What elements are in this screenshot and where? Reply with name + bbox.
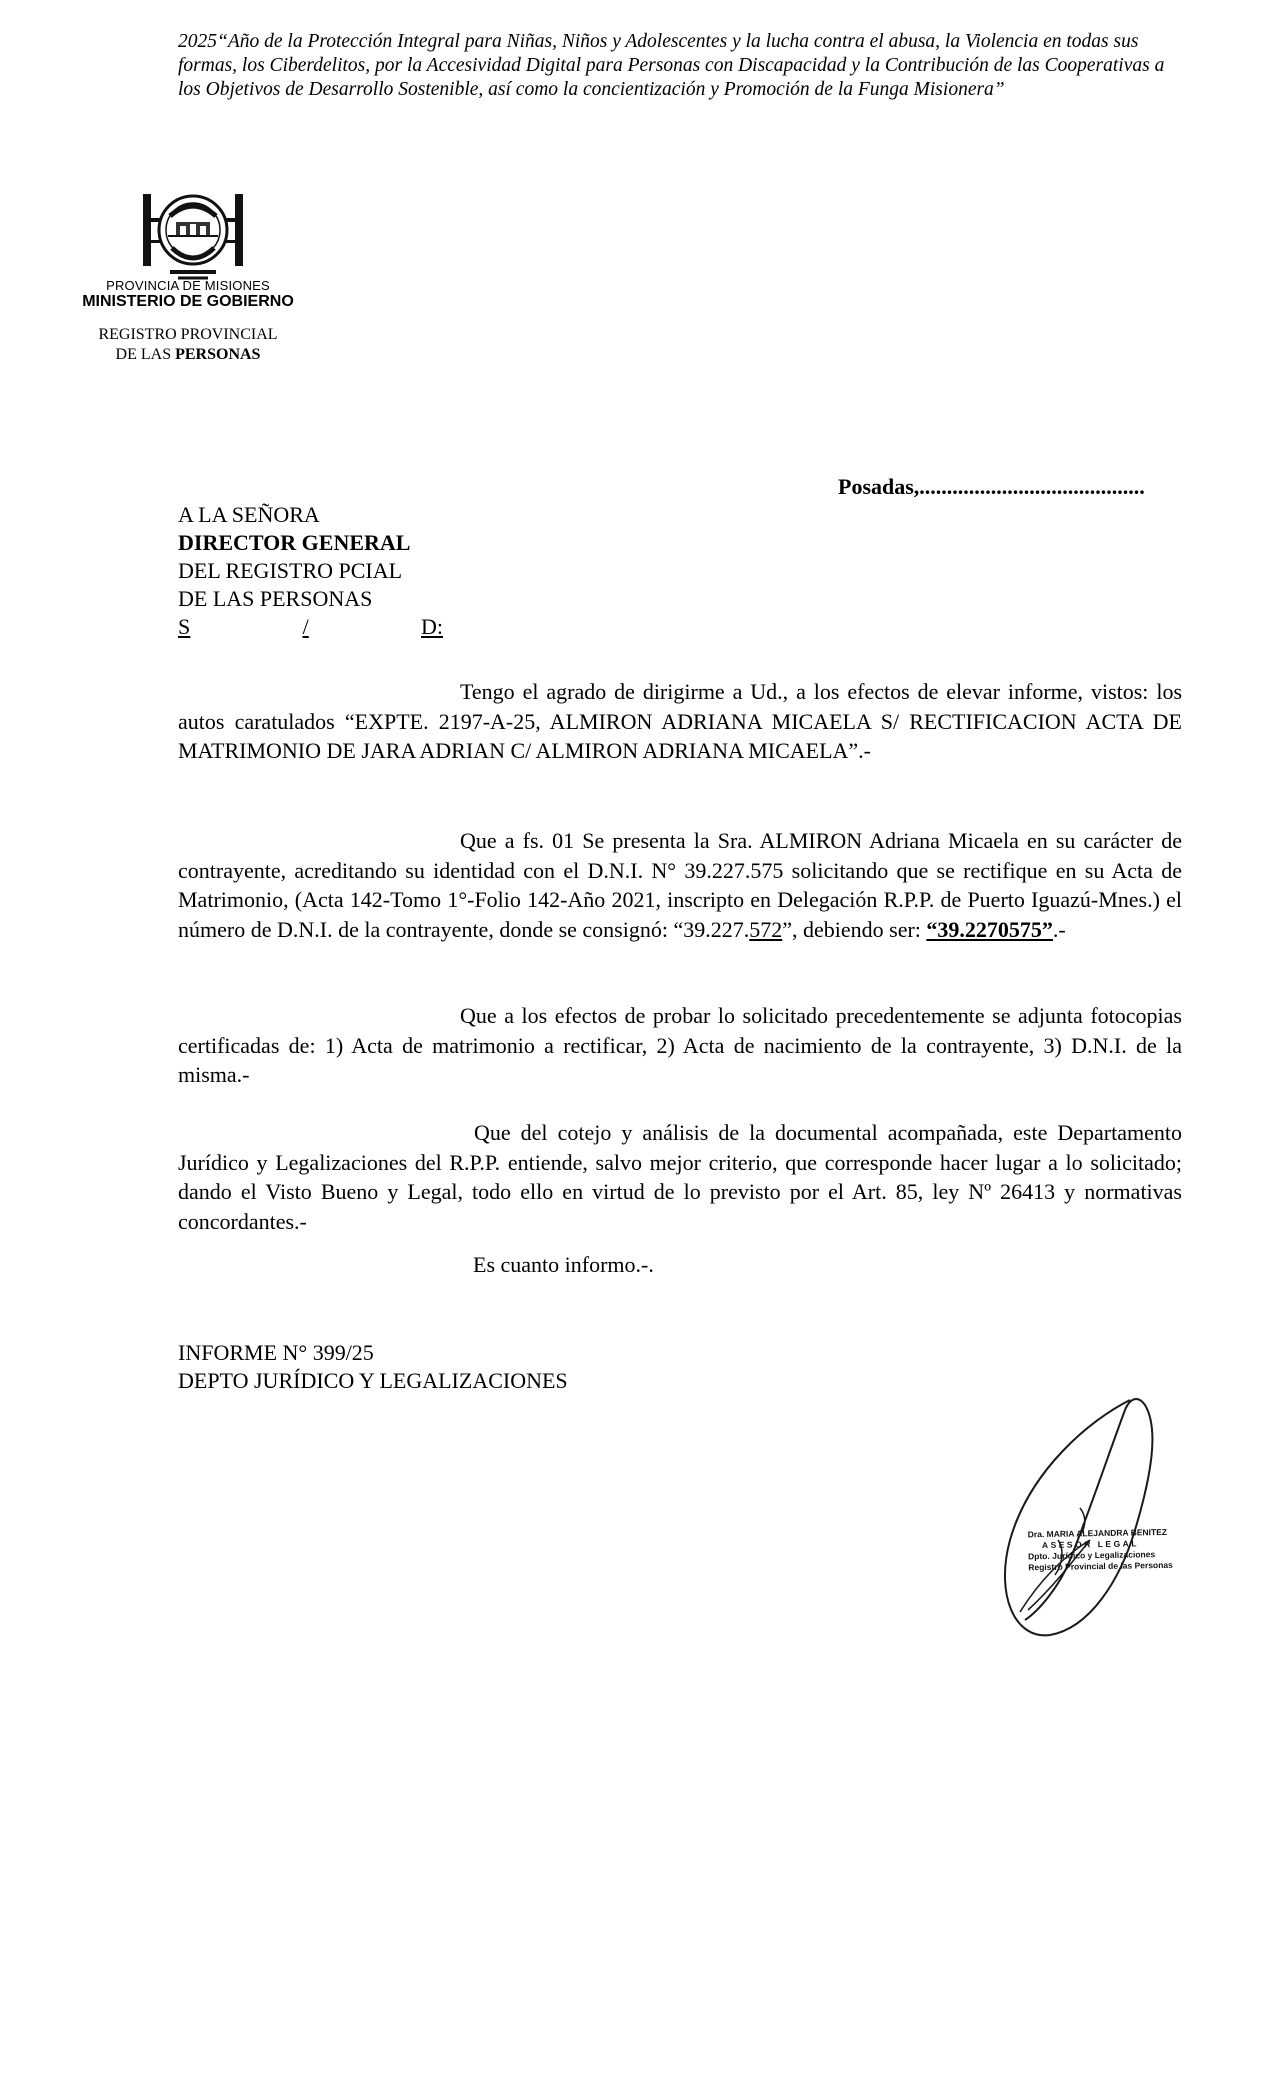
paragraph-4 (178, 1118, 1182, 1236)
stamp-line-2: ASESOR LEGAL (1041, 1538, 1140, 1551)
sd-d: D: (421, 614, 443, 639)
paragraph-4-text: Que del cotejo y análisis de la documental acompañada, este Departamento Jurídico y Legalizaciones del R.P.P. entiende, salvo mejor criterio, que corresponde hacer lugar a lo solicitado; dando el Visto Bueno y Legal, todo ello en virtud de lo previsto por el Art. 85, ley Nº 26413 y normativas concordantes.- (178, 1120, 1182, 1234)
province-name: PROVINCIA DE MISIONES (106, 278, 270, 293)
stamp-line-1: Dra. MARIA ALEJANDRA BENITEZ (1027, 1526, 1168, 1540)
header-motto (178, 30, 1178, 102)
paragraph-1 (178, 677, 1182, 766)
paragraph-3 (178, 1001, 1182, 1090)
paragraph-2-text-b: ”, debiendo ser: (782, 916, 927, 942)
addressee-title: DIRECTOR GENERAL (178, 530, 411, 555)
paragraph-1-text: Tengo el agrado de dirigirme a Ud., a los efectos de elevar informe, vistos: los autos caratulados “EXPTE. 2197-A-25, ALMIRON ADRIANA MICAELA S/ RECTIFICACION ACTA DE MATRIMONIO DE JARA ADRIAN C/ ALMIRON ADRIANA MICAELA”.- (178, 679, 1182, 763)
ministry-block (75, 278, 301, 311)
addressee-line-1: A LA SEÑORA (178, 502, 320, 527)
registry-line-1: REGISTRO PROVINCIAL (98, 326, 278, 343)
report-department: DEPTO JURÍDICO Y LEGALIZACIONES (178, 1368, 568, 1393)
place-date: Posadas,......................................... (838, 474, 1145, 499)
paragraph-2-text-a: Que a fs. 01 Se presenta la Sra. ALMIRON Adriana Micaela en su carácter de contrayente, acreditando su identidad con el D.N.I. N° 39.227.575 solicitando que se rectifique en su Acta de Matrimonio, (Acta 142-Tomo 1°-Folio 142-Año 2021, inscripto en Delegación R.P.P. de Puerto Iguazú-Mnes.) el número de D.N.I. de la contrayente, donde se consignó: “39.227. (178, 828, 1182, 942)
addressee-line-4: DE LAS PERSONAS (178, 586, 373, 611)
paragraph-2-correct-number: “39.2270575” (926, 916, 1053, 942)
registry-line-2 (75, 345, 301, 365)
signature-stamp (1028, 1527, 1181, 1574)
provincial-seal-logo (140, 188, 246, 284)
addressee-block (178, 501, 443, 641)
ministry-name: MINISTERIO DE GOBIERNO (82, 293, 294, 310)
sd-s: S (178, 614, 191, 639)
stamp-line-3: Dpto. Jurídico y Legalizaciones (1028, 1549, 1156, 1562)
registry-line-2-prefix: DE LAS (115, 346, 176, 363)
closing-line: Es cuanto informo.-. (473, 1252, 654, 1277)
report-number: INFORME N° 399/25 (178, 1340, 374, 1365)
addressee-line-3: DEL REGISTRO PCIAL (178, 558, 403, 583)
stamp-line-4: Registro Provincial de las Personas (1028, 1559, 1173, 1573)
registry-name (75, 325, 301, 365)
sd-slash: / (302, 614, 309, 639)
paragraph-2 (178, 826, 1182, 944)
report-block (178, 1339, 568, 1395)
header-motto-text: 2025“Año de la Protección Integral para Niñas, Niños y Adolescentes y la lucha contra el abusa, la Violencia en todas sus formas, los Ciberdelitos, por la Accesividad Digital para Personas con Discapacidad y la Contribución de las Cooperativas a los Objetivos de Desarrollo Sostenible, así como la concientización y Promoción de la Funga Misionera” (178, 31, 1165, 100)
paragraph-2-wrong-digits: 572 (749, 916, 783, 942)
paragraph-2-text-c: .- (1052, 916, 1066, 942)
paragraph-3-text: Que a los efectos de probar lo solicitado precedentemente se adjunta fotocopias certificadas de: 1) Acta de matrimonio a rectificar, 2) Acta de nacimiento de la contrayente, 3) D.N.I. de la misma.- (178, 1003, 1182, 1087)
registry-line-2-bold: PERSONAS (175, 346, 261, 363)
sd-line (178, 613, 443, 641)
